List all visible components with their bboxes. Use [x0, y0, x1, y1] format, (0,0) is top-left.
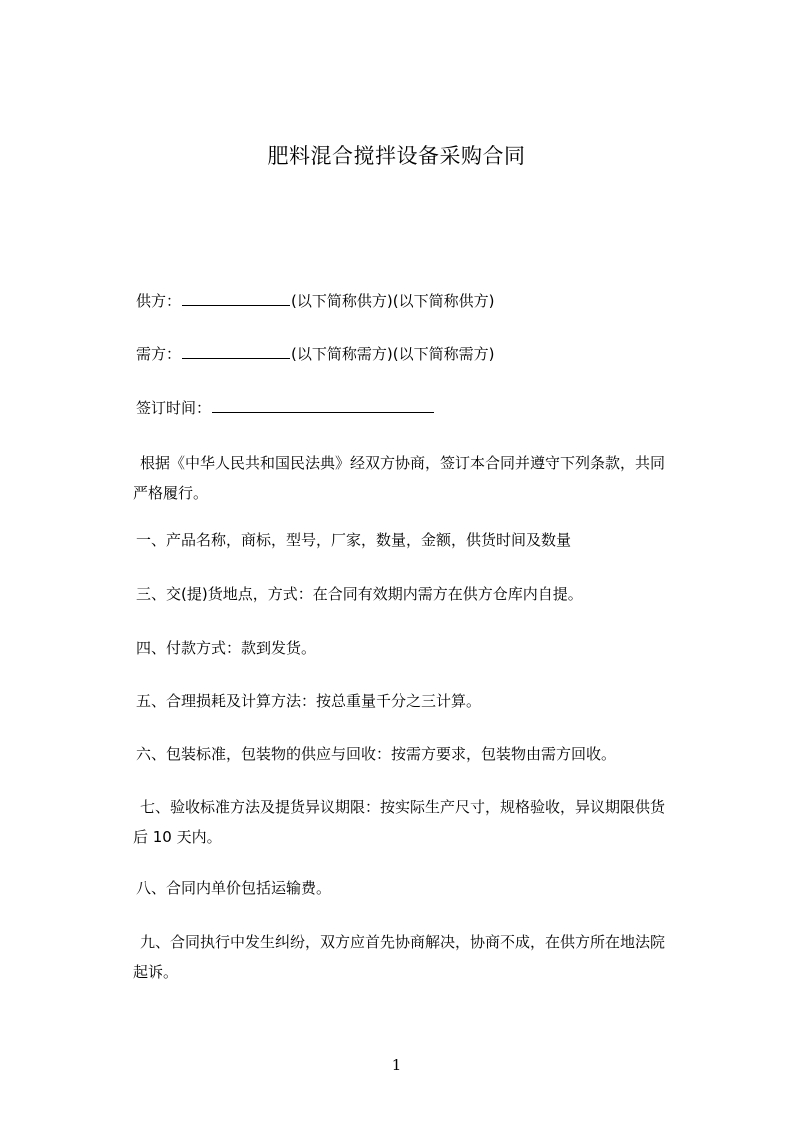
supplier-blank: [182, 291, 290, 306]
supplier-line: [136, 291, 494, 311]
buyer-line: [136, 344, 494, 364]
buyer-suffix: (以下简称需方)(以下简称需方): [291, 345, 495, 363]
clause-9-line-2: 起诉。: [133, 963, 179, 981]
intro-line-2: 严格履行。: [133, 484, 209, 502]
clause-7-line-2: 后 10 天内。: [133, 828, 222, 846]
signing-line: [136, 398, 435, 418]
clause-8: 八、合同内单价包括运输费。: [136, 879, 332, 897]
page-number: 1: [391, 1056, 402, 1074]
clause-6: 六、包装标准，包装物的供应与回收：按需方要求，包装物由需方回收。: [136, 745, 617, 763]
supplier-label: 供方：: [136, 292, 182, 310]
clause-1: 一、产品名称，商标，型号，厂家，数量，金额，供货时间及数量: [136, 531, 572, 549]
buyer-label: 需方：: [136, 345, 182, 363]
document-title: 肥料混合搅拌设备采购合同: [267, 144, 526, 168]
clause-7-line-1: 七、验收标准方法及提货异议期限：按实际生产尺寸，规格验收，异议期限供货: [140, 798, 666, 816]
clause-3: 三、交(提)货地点，方式：在合同有效期内需方在供方仓库内自提。: [136, 585, 583, 603]
signing-label: 签订时间：: [136, 399, 212, 417]
signing-blank: [212, 398, 434, 413]
clause-5: 五、合理损耗及计算方法：按总重量千分之三计算。: [136, 692, 482, 710]
clause-9: [133, 927, 710, 987]
clause-9-line-1: 九、合同执行中发生纠纷，双方应首先协商解决，协商不成，在供方所在地法院: [140, 933, 666, 951]
intro-line-1: 根据《中华人民共和国民法典》经双方协商，签订本合同并遵守下列条款，共同: [140, 454, 666, 472]
clause-7: [133, 792, 710, 852]
clause-4: 四、付款方式：款到发货。: [136, 639, 317, 657]
intro-paragraph: [133, 448, 710, 508]
supplier-suffix: (以下简称供方)(以下简称供方): [291, 292, 495, 310]
buyer-blank: [182, 344, 290, 359]
